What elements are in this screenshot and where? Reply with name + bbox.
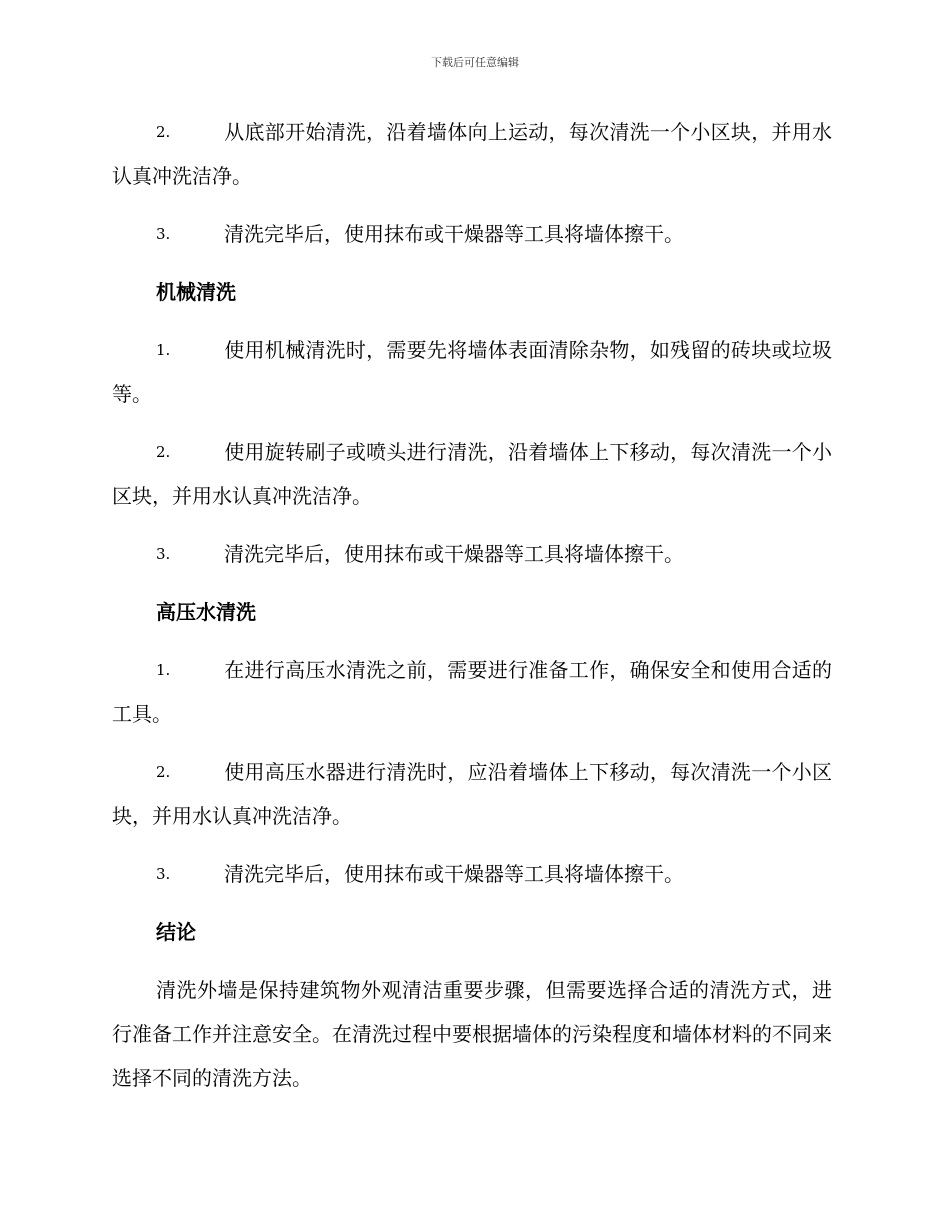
document-body — [112, 110, 832, 1100]
item-text: 使用旋转刷子或喷头进行清洗，沿着墙体上下移动，每次清洗一个小区块，并用水认真冲洗洁净。 — [112, 440, 832, 508]
header-note: 下载后可任意编辑 — [431, 56, 519, 69]
item-text: 在进行高压水清洗之前，需要进行准备工作，确保安全和使用合适的工具。 — [112, 658, 832, 726]
list-item — [112, 750, 832, 838]
item-number: 3. — [156, 545, 171, 563]
item-number: 1. — [156, 341, 171, 359]
item-text: 清洗完毕后，使用抹布或干燥器等工具将墙体擦干。 — [224, 542, 684, 566]
conclusion-paragraph: 清洗外墙是保持建筑物外观清洁重要步骤，但需要选择合适的清洗方式，进行准备工作并注意安全。在清洗过程中要根据墙体的污染程度和墙体材料的不同来选择不同的清洗方法。 — [112, 978, 832, 1090]
list-item — [112, 532, 832, 576]
list-item — [112, 212, 832, 256]
item-number: 2. — [156, 443, 171, 461]
list-item — [112, 852, 832, 896]
item-text: 清洗完毕后，使用抹布或干燥器等工具将墙体擦干。 — [224, 222, 684, 246]
section-heading-high-pressure: 高压水清洗 — [156, 600, 256, 624]
item-number: 2. — [156, 123, 171, 141]
item-number: 3. — [156, 225, 171, 243]
list-item — [112, 430, 832, 518]
item-number: 1. — [156, 661, 171, 679]
section-heading-mechanical: 机械清洗 — [156, 280, 236, 304]
section-heading-conclusion: 结论 — [156, 920, 196, 944]
list-item — [112, 328, 832, 416]
list-item — [112, 648, 832, 736]
list-item — [112, 110, 832, 198]
item-text: 从底部开始清洗，沿着墙体向上运动，每次清洗一个小区块，并用水认真冲洗洁净。 — [112, 120, 832, 188]
item-text: 清洗完毕后，使用抹布或干燥器等工具将墙体擦干。 — [224, 862, 684, 886]
item-text: 使用机械清洗时，需要先将墙体表面清除杂物，如残留的砖块或垃圾等。 — [112, 338, 832, 406]
item-number: 2. — [156, 763, 171, 781]
item-text: 使用高压水器进行清洗时，应沿着墙体上下移动，每次清洗一个小区块，并用水认真冲洗洁净。 — [112, 760, 832, 828]
item-number: 3. — [156, 865, 171, 883]
